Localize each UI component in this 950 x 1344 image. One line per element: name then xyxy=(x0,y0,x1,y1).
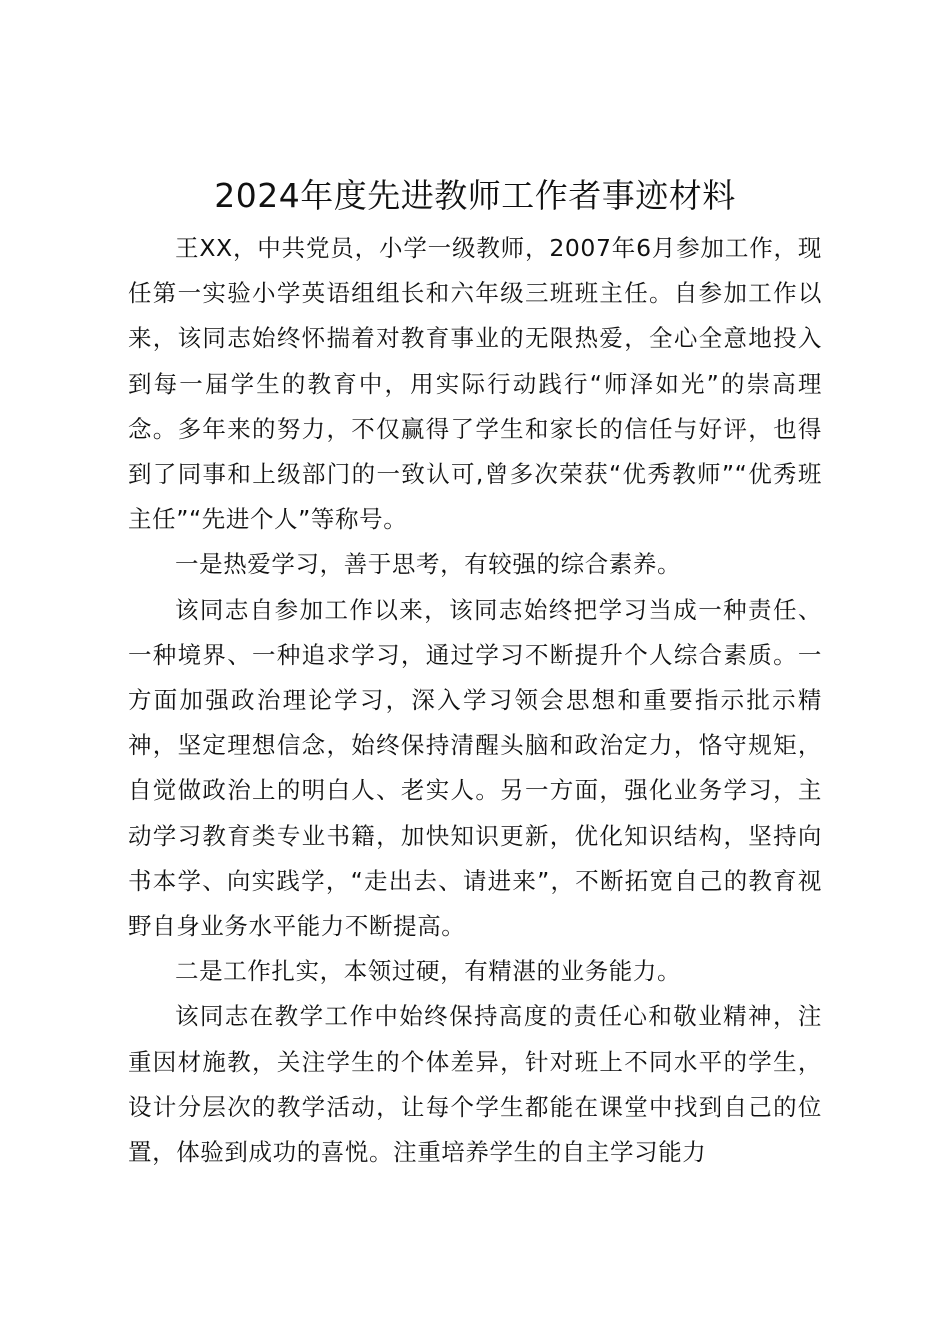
paragraph-study: 该同志自参加工作以来，该同志始终把学习当成一种责任、一种境界、一种追求学习，通过学习不断提升个人综合素质。一方面加强政治理论学习，深入学习领会思想和重要指示批示精神，坚定理想信念，始终保持清醒头脑和政治定力，恪守规矩，自觉做政治上的明白人、老实人。另一方面，强化业务学习，主动学习教育类专业书籍，加快知识更新，优化知识结构，坚持向书本学、向实践学，“走出去、请进来”，不断拓宽自己的教育视野自身业务水平能力不断提高。 xyxy=(128,595,822,941)
paragraph-intro: 王XX，中共党员，小学一级教师，2007年6月参加工作，现任第一实验小学英语组组长和六年级三班班主任。自参加工作以来，该同志始终怀揣着对教育事业的无限热爱，全心全意地投入到每一届学生的教育中，用实际行动践行“师泽如光”的崇高理念。多年来的努力，不仅赢得了学生和家长的信任与好评，也得到了同事和上级部门的一致认可,曾多次荣获“优秀教师”“优秀班主任”“先进个人”等称号。 xyxy=(128,234,822,534)
paragraph-work: 该同志在教学工作中始终保持高度的责任心和敬业精神，注重因材施教，关注学生的个体差异，针对班上不同水平的学生，设计分层次的教学活动，让每个学生都能在课堂中找到自己的位置，体验到成功的喜悦。注重培养学生的自主学习能力 xyxy=(128,1002,822,1167)
section-heading-1: 一是热爱学习，善于思考，有较强的综合素养。 xyxy=(175,550,682,579)
document-body xyxy=(128,226,822,1175)
document-title: 2024年度先进教师工作者事迹材料 xyxy=(214,176,736,215)
section-heading-2: 二是工作扎实，本领过硬，有精湛的业务能力。 xyxy=(175,957,682,986)
